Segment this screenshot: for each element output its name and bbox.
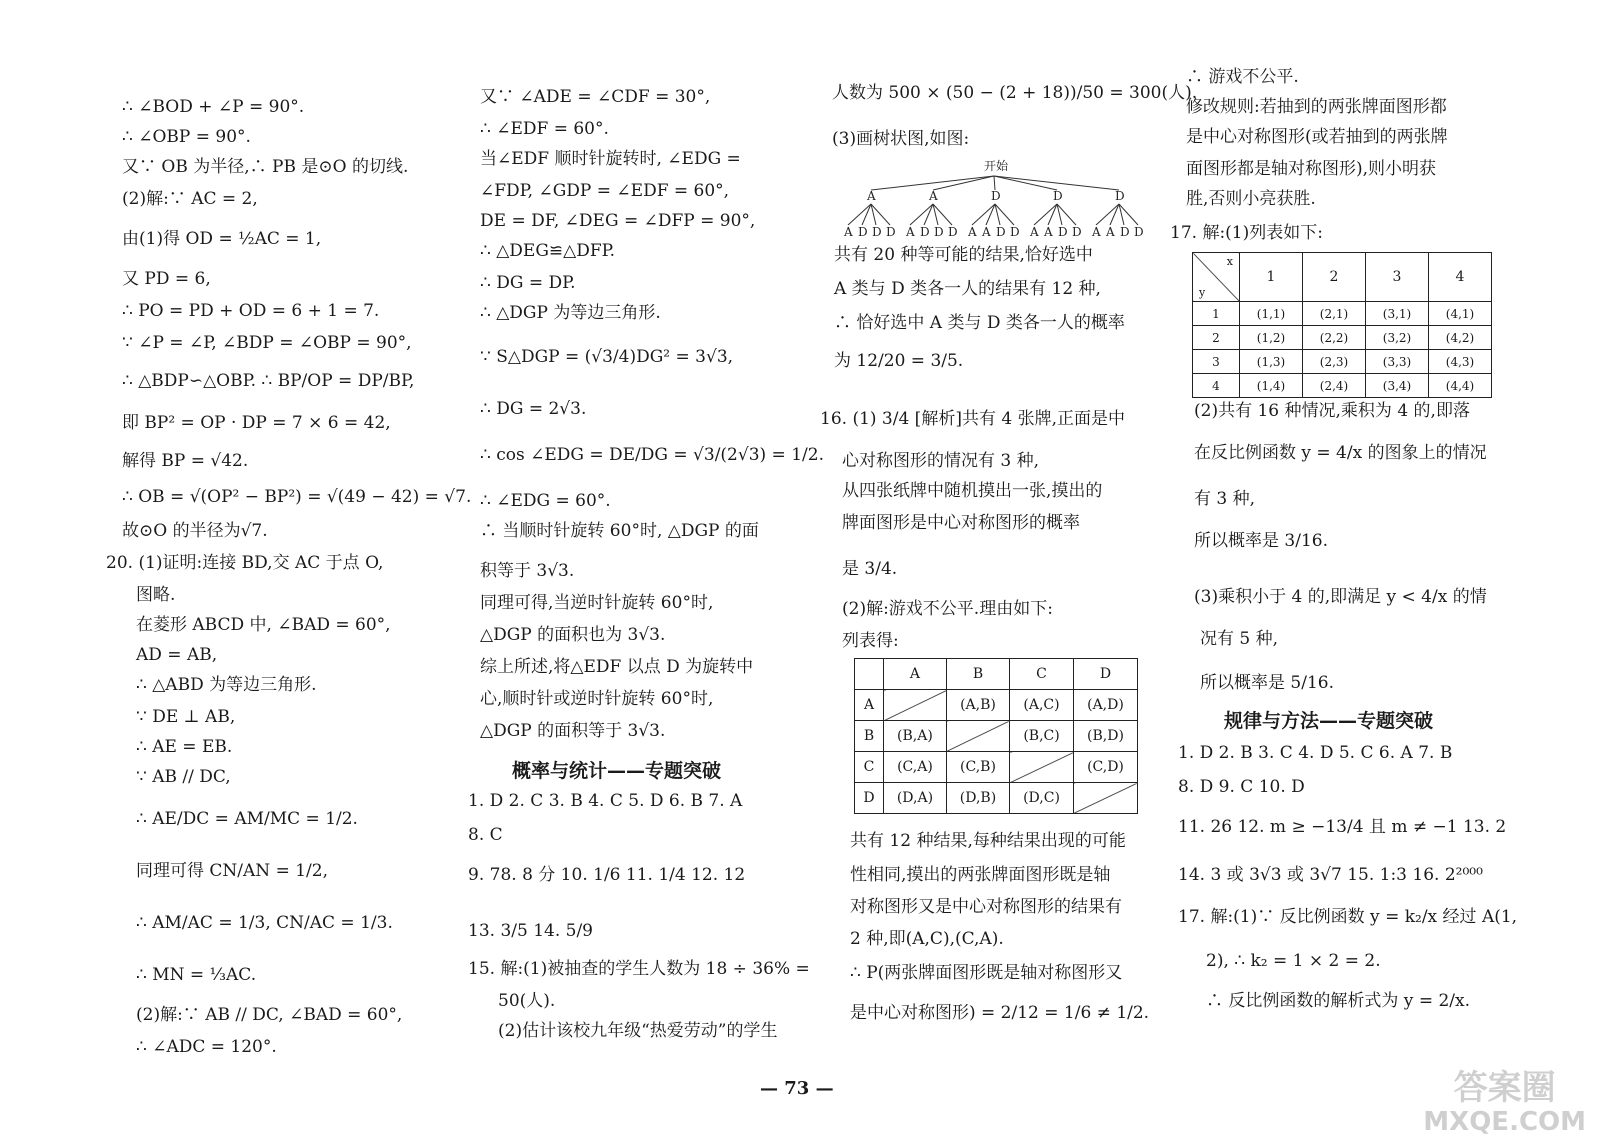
table-header-cell: D [1073, 659, 1137, 690]
text-line: 共有 12 种结果,每种结果出现的可能 [850, 831, 1126, 851]
table-cell: (A,D) [1073, 690, 1137, 721]
text-line: ∴ △ABD 为等边三角形. [136, 675, 317, 695]
table-cell: (2,2) [1303, 326, 1366, 350]
table-cell: (C,A) [884, 752, 947, 783]
tree-branch [871, 176, 994, 190]
tree-branch [1048, 204, 1057, 225]
tree-leaf: A [1106, 225, 1115, 239]
text-line: ∠FDP, ∠GDP = ∠EDF = 60°, [480, 181, 730, 201]
table-header-row [855, 659, 1138, 690]
table-row [1193, 350, 1492, 374]
answer-line: 8. D 9. C 10. D [1178, 777, 1305, 797]
text-line: ∴ ∠EDF = 60°. [480, 119, 609, 139]
text-line: 人数为 500 × (50 − (2 + 18))/50 = 300(人). [832, 83, 1198, 103]
table-header-cell: 2 [1303, 253, 1366, 302]
tree-leaf: D [934, 225, 944, 239]
text-line: 即 BP² = OP · DP = 7 × 6 = 42, [122, 413, 391, 433]
text-line: ∴ DG = 2√3. [480, 399, 587, 419]
tree-branch [910, 204, 933, 225]
text-line: 故⊙O 的半径为√7. [122, 521, 268, 541]
text-line: 是中心对称图形(或若抽到的两张牌 [1186, 127, 1448, 147]
table-cell: (1,2) [1240, 326, 1303, 350]
table-header-cell [855, 659, 884, 690]
text-line: ∴ P(两张牌面图形既是轴对称图形又 [850, 963, 1123, 983]
tree-leaf: A [968, 225, 977, 239]
table-header-cell: 3 [1366, 253, 1429, 302]
tree-leaf: D [920, 225, 930, 239]
tree-leaf: D [858, 225, 868, 239]
table-cell: D [855, 783, 884, 814]
text-line: 是中心对称图形) = 2/12 = 1/6 ≠ 1/2. [850, 1003, 1150, 1023]
tree-branch [1110, 204, 1119, 225]
answer-line: ∴ 反比例函数的解析式为 y = 2/x. [1206, 991, 1470, 1011]
tree-leaf: D [1134, 225, 1144, 239]
tree-node: A [867, 189, 876, 203]
text-line: (2)解:∵ AC = 2, [122, 189, 258, 209]
table-cell: (3,3) [1366, 350, 1429, 374]
table-cell: 2 [1193, 326, 1240, 350]
table-row [1193, 302, 1492, 326]
text-line: ∴ AE = EB. [136, 737, 233, 757]
text-line: 是 3/4. [842, 559, 898, 579]
tree-node: D [1115, 189, 1125, 203]
watermark-logo: 答案圈 [1453, 1068, 1556, 1108]
text-line: 有 3 种, [1194, 489, 1256, 509]
text-line: 心对称图形的情况有 3 种, [842, 451, 1040, 471]
outcome-table-16 [854, 658, 1138, 814]
tree-leaf: A [1092, 225, 1101, 239]
column-2 [400, 0, 824, 1147]
table-cell: C [855, 752, 884, 783]
table-header-cell: 4 [1429, 253, 1492, 302]
answer-line: 13. 3/5 14. 5/9 [468, 921, 594, 941]
table-row [1193, 374, 1492, 398]
watermark [1423, 1069, 1586, 1137]
tree-leaf: D [1058, 225, 1068, 239]
table-cell: (4,2) [1429, 326, 1492, 350]
tree-leaf: D [1072, 225, 1082, 239]
answer-line: (2)估计该校九年级“热爱劳动”的学生 [498, 1021, 778, 1041]
table-cell: (1,4) [1240, 374, 1303, 398]
text-line: ∴ ∠OBP = 90°. [122, 127, 251, 147]
text-line: 又∵ OB 为半径,∴ PB 是⊙O 的切线. [122, 157, 409, 177]
text-line: 20. (1)证明:连接 BD,交 AC 于点 O, [106, 553, 384, 573]
text-line: 性相同,摸出的两张牌面图形既是轴 [850, 865, 1111, 885]
text-line: ∵ AB // DC, [136, 767, 231, 787]
tree-leaf: D [872, 225, 882, 239]
text-line: ∴ △DGP 为等边三角形. [480, 303, 661, 323]
table-header-row [1193, 253, 1492, 302]
text-line: (2)共有 16 种情况,乘积为 4 的,即落 [1194, 401, 1470, 421]
tree-branch [1034, 204, 1057, 225]
tree-root: 开始 [984, 159, 1009, 173]
table-cell: (B,A) [884, 721, 947, 752]
tree-leaf: D [948, 225, 958, 239]
tree-leaf: A [1030, 225, 1039, 239]
tree-leaf: A [982, 225, 991, 239]
text-line: ∴ DG = DP. [480, 273, 576, 293]
table-cell: (4,4) [1429, 374, 1492, 398]
text-line: ∴ OB = √(OP² − BP²) = √(49 − 42) = √7. [122, 487, 472, 507]
answer-line: 11. 26 12. m ≥ −13/4 且 m ≠ −1 13. 2 [1178, 817, 1507, 837]
text-line: AD = AB, [136, 645, 218, 665]
answer-line: 9. 78. 8 分 10. 1/6 11. 1/4 12. 12 [468, 865, 746, 885]
text-line: 心,顺时针或逆时针旋转 60°时, [480, 689, 714, 709]
text-line: ∴ AM/AC = 1/3, CN/AC = 1/3. [136, 913, 393, 933]
table-cell: (4,3) [1429, 350, 1492, 374]
text-line: 共有 20 种等可能的结果,恰好选中 [834, 245, 1093, 265]
tree-leaf: D [1010, 225, 1020, 239]
text-line: A 类与 D 类各一人的结果有 12 种, [834, 279, 1101, 299]
product-table-17 [1192, 252, 1492, 398]
text-line: 17. 解:(1)列表如下: [1170, 223, 1323, 243]
text-line: ∴ ∠BOD + ∠P = 90°. [122, 97, 305, 117]
corner-y-label: y [1199, 286, 1206, 299]
column-1 [0, 0, 472, 1147]
text-line: ∵ S△DGP = (√3/4)DG² = 3√3, [480, 347, 734, 367]
table-cell [1073, 783, 1137, 814]
watermark-url: MXQE.COM [1423, 1107, 1586, 1137]
text-line: (3)乘积小于 4 的,即满足 y < 4/x 的情 [1194, 587, 1487, 607]
tree-branch [1096, 204, 1119, 225]
text-line: (2)解:游戏不公平.理由如下: [842, 599, 1053, 619]
table-cell: (3,1) [1366, 302, 1429, 326]
tree-branch [994, 176, 1057, 190]
text-line: △DGP 的面积等于 3√3. [480, 721, 666, 741]
text-line: ∴ 游戏不公平. [1186, 67, 1299, 87]
text-line: 为 12/20 = 3/5. [834, 351, 964, 371]
tree-node: D [1053, 189, 1063, 203]
tree-branch [994, 176, 1119, 190]
table-cell: 4 [1193, 374, 1240, 398]
table-cell: (B,C) [1010, 721, 1074, 752]
corner-x-label: x [1226, 255, 1233, 268]
answer-line: 50(人). [498, 991, 556, 1011]
section-heading: 规律与方法——专题突破 [1224, 710, 1434, 732]
table-cell: (2,1) [1303, 302, 1366, 326]
text-line: 综上所述,将△EDF 以点 D 为旋转中 [480, 657, 754, 677]
text-line: 16. (1) 3/4 [解析]共有 4 张牌,正面是中 [820, 409, 1125, 429]
table-cell: (D,C) [1010, 783, 1074, 814]
answer-line: 1. D 2. C 3. B 4. C 5. D 6. B 7. A [468, 791, 743, 811]
text-line: (3)画树状图,如图: [832, 129, 970, 149]
table-header-cell: C [1010, 659, 1074, 690]
table-cell: (D,A) [884, 783, 947, 814]
text-line: ∴ AE/DC = AM/MC = 1/2. [136, 809, 358, 829]
text-line: 对称图形又是中心对称图形的结果有 [850, 897, 1122, 917]
answer-line: 14. 3 或 3√3 或 3√7 15. 1:3 16. 2²⁰⁰⁰ [1178, 865, 1483, 885]
text-line: 在菱形 ABCD 中, ∠BAD = 60°, [136, 615, 391, 635]
text-line: 同理可得 CN/AN = 1/2, [136, 861, 328, 881]
text-line: ∴ PO = PD + OD = 6 + 1 = 7. [122, 301, 380, 321]
text-line: ∴ cos ∠EDG = DE/DG = √3/(2√3) = 1/2. [480, 445, 824, 465]
table-cell: (1,3) [1240, 350, 1303, 374]
table-cell: B [855, 721, 884, 752]
tree-leaf: D [886, 225, 896, 239]
table-cell: (D,B) [946, 783, 1009, 814]
table-cell [1010, 752, 1074, 783]
tree-branch [848, 204, 871, 225]
tree-branch [972, 204, 995, 225]
text-line: 面图形都是轴对称图形),则小明获 [1186, 159, 1437, 179]
text-line: ∵ ∠P = ∠P, ∠BDP = ∠OBP = 90°, [122, 333, 412, 353]
table-cell: (A,C) [1010, 690, 1074, 721]
text-line: 修改规则:若抽到的两张牌面图形都 [1186, 97, 1447, 117]
table-cell: A [855, 690, 884, 721]
tree-branch [994, 176, 995, 190]
answer-line: 17. 解:(1)∵ 反比例函数 y = k₂/x 经过 A(1, [1178, 907, 1518, 927]
table-cell [884, 690, 947, 721]
text-line: 解得 BP = √42. [122, 451, 249, 471]
page-number: — 73 — [760, 1078, 834, 1099]
text-line: 列表得: [842, 631, 899, 651]
table-cell: (C,B) [946, 752, 1009, 783]
text-line: △DGP 的面积也为 3√3. [480, 625, 666, 645]
table-header-cell: B [946, 659, 1009, 690]
text-line: 积等于 3√3. [480, 561, 575, 581]
table-row [855, 690, 1138, 721]
tree-node: A [929, 189, 938, 203]
tree-leaf: A [1044, 225, 1053, 239]
answer-line: 1. D 2. B 3. C 4. D 5. C 6. A 7. B [1178, 743, 1453, 763]
text-line: 在反比例函数 y = 4/x 的图象上的情况 [1194, 443, 1487, 463]
text-line: ∴ ∠ADC = 120°. [136, 1037, 277, 1057]
table-corner-cell [1193, 253, 1240, 302]
text-line: 牌面图形是中心对称图形的概率 [842, 513, 1080, 533]
tree-leaf: A [844, 225, 853, 239]
text-line: 当∠EDF 顺时针旋转时, ∠EDG = [480, 149, 741, 169]
table-cell: (1,1) [1240, 302, 1303, 326]
column-3 [820, 0, 1198, 1147]
text-line: DE = DF, ∠DEG = ∠DFP = 90°, [480, 211, 756, 231]
text-line: 由(1)得 OD = ½AC = 1, [122, 229, 322, 249]
text-line: 所以概率是 5/16. [1200, 673, 1334, 693]
table-cell: (3,4) [1366, 374, 1429, 398]
table-cell [946, 721, 1009, 752]
table-cell: (2,3) [1303, 350, 1366, 374]
table-header-cell: A [884, 659, 947, 690]
table-header-cell: 1 [1240, 253, 1303, 302]
tree-leaf: D [1120, 225, 1130, 239]
text-line: 所以概率是 3/16. [1194, 531, 1328, 551]
table-row [855, 783, 1138, 814]
answer-line: 2), ∴ k₂ = 1 × 2 = 2. [1206, 951, 1381, 971]
column-4 [1170, 0, 1600, 1147]
tree-node: D [991, 189, 1001, 203]
tree-branch [924, 204, 933, 225]
text-line: ∵ DE ⊥ AB, [136, 707, 236, 727]
table-cell: (3,2) [1366, 326, 1429, 350]
text-line: 从四张纸牌中随机摸出一张,摸出的 [842, 481, 1103, 501]
text-line: 又∵ ∠ADE = ∠CDF = 30°, [480, 87, 711, 107]
text-line: ∴ 当顺时针旋转 60°时, △DGP 的面 [480, 521, 759, 541]
tree-branch [862, 204, 871, 225]
text-line: 同理可得,当逆时针旋转 60°时, [480, 593, 714, 613]
tree-leaf: A [906, 225, 915, 239]
table-row [1193, 326, 1492, 350]
table-cell: 1 [1193, 302, 1240, 326]
answer-line: 8. C [468, 825, 503, 845]
text-line: 2 种,即(A,C),(C,A). [850, 929, 1004, 949]
text-line: ∴ △DEG≌△DFP. [480, 241, 616, 261]
tree-diagram [834, 156, 1154, 242]
answer-line: 15. 解:(1)被抽查的学生人数为 18 ÷ 36% = [468, 959, 810, 979]
table-cell: (B,D) [1073, 721, 1137, 752]
text-line: 胜,否则小亮获胜. [1186, 189, 1316, 209]
text-line: ∴ ∠EDG = 60°. [480, 491, 611, 511]
tree-leaf: D [996, 225, 1006, 239]
table-cell: (4,1) [1429, 302, 1492, 326]
text-line: (2)解:∵ AB // DC, ∠BAD = 60°, [136, 1005, 403, 1025]
table-cell: 3 [1193, 350, 1240, 374]
tree-branch [933, 176, 994, 190]
tree-branch [986, 204, 995, 225]
table-row [855, 721, 1138, 752]
text-line: ∴ 恰好选中 A 类与 D 类各一人的概率 [834, 313, 1125, 333]
section-heading: 概率与统计——专题突破 [512, 760, 722, 782]
text-line: 图略. [136, 585, 176, 605]
table-row [855, 752, 1138, 783]
table-cell: (2,4) [1303, 374, 1366, 398]
text-line: 况有 5 种, [1200, 629, 1279, 649]
text-line: ∴ △BDP∽△OBP. ∴ BP/OP = DP/BP, [122, 371, 415, 391]
text-line: 又 PD = 6, [122, 269, 211, 289]
table-cell: (A,B) [946, 690, 1009, 721]
table-cell: (C,D) [1073, 752, 1137, 783]
text-line: ∴ MN = ⅓AC. [136, 965, 257, 985]
